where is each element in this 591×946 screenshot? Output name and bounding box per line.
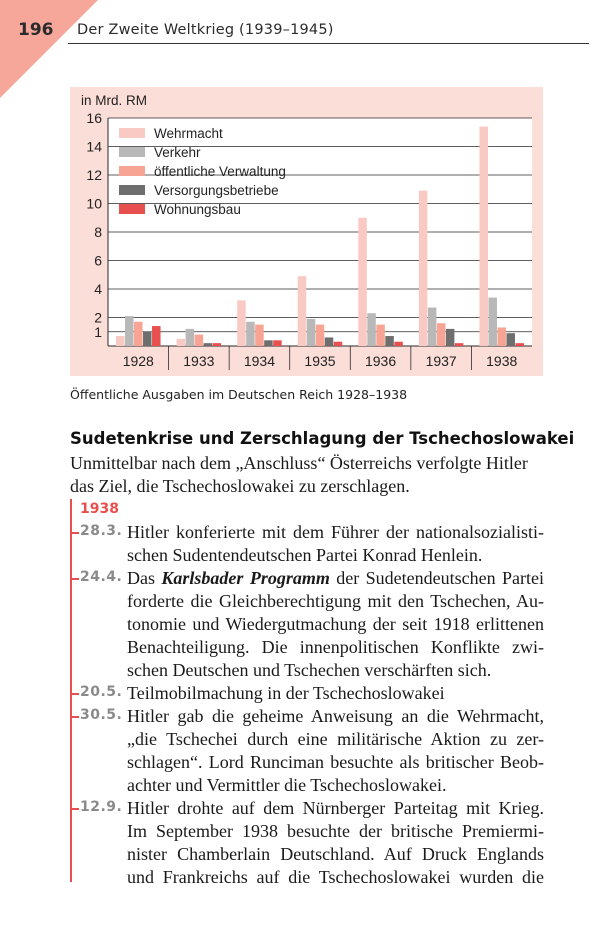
entry-line: Hitler drohte auf dem Nürnberger Parteitag mit Krieg. [127,798,544,818]
bar [273,340,282,346]
bar [246,322,255,346]
bar [213,343,222,346]
karlsbader-programm-term: Karlsbader Programm [161,568,330,588]
x-tick-label: 1933 [183,353,215,369]
timeline-year: 1938 [80,501,119,517]
bar [367,313,376,346]
bar [376,325,385,346]
entry-text [127,521,544,567]
entry-line-post: der Sudetendeutschen Partei [329,568,544,588]
legend-label: Wohnungsbau [154,202,241,217]
entry-line: Benachteiligung. Die innenpolitischen Konflikte zwi- [127,637,544,657]
legend-label: öffentliche Verwaltung [154,164,286,179]
chart-caption: Öffentliche Ausgaben im Deutschen Reich 1928–1938 [70,387,408,402]
running-title: Der Zweite Weltkrieg (1939–1945) [77,22,334,38]
bar [255,325,264,346]
x-tick-label: 1934 [243,353,276,369]
entry-line: Hitler konferierte mit dem Führer der nationalsozialisti- [127,522,544,542]
bar [116,336,125,346]
entry-line: Im September 1938 besuchte der britische Premiermi- [127,821,544,841]
entry-line: schen Sudentendeutschen Partei Konrad Henlein. [127,545,483,565]
timeline-tick [72,578,79,580]
y-tick-label: 10 [86,195,102,212]
legend-swatch [119,204,145,214]
bar [177,339,186,346]
y-tick-label: 6 [94,252,102,269]
timeline-tick [72,532,79,534]
bar [394,342,403,346]
x-tick-label: 1937 [425,353,457,369]
spending-chart [70,87,543,376]
y-tick-label: 16 [86,110,102,126]
intro-line: Unmittelbar nach dem „Anschluss“ Österreichs verfolgte Hitler [70,453,528,473]
y-tick-label: 14 [86,138,102,155]
legend-swatch [119,128,145,138]
intro-line: das Ziel, die Tschechoslowakei zu zerschlagen. [70,476,410,496]
entry-line: „die Tschechei durch eine militärische Aktion zu zer- [127,729,544,749]
bar [298,276,307,346]
entry-line: achter und Vermittler die Tschechoslowakei. [127,775,447,795]
section-title: Sudetenkrise und Zerschlagung der Tschechoslowakei [70,429,575,448]
page-number: 196 [18,20,54,40]
bar [264,340,273,346]
entry-date: 20.5. [80,684,123,700]
entry-text [127,705,544,797]
bar [237,300,246,346]
entry-line: und Frankreichs auf die Tschechoslowakei wurden die [127,867,544,887]
entry-line-first [127,567,544,590]
page-corner-decoration [0,0,98,98]
entry-text [127,567,544,682]
bar [307,319,316,346]
bar [152,326,161,346]
entry-line-pre: Das [127,568,162,588]
legend-swatch [119,185,145,195]
x-tick-label: 1928 [122,353,154,369]
entry-line: schlagen“. Lord Runciman besuchte als britischer Beob- [127,752,544,772]
bar [428,308,437,346]
y-tick-label: 8 [94,224,102,240]
bar [186,329,195,346]
y-tick-label: 1 [94,323,102,340]
bar [515,343,524,346]
entry-line: Teilmobilmachung in der Tschechoslowakei [127,683,445,703]
bar [325,337,334,346]
section-intro [70,452,550,498]
y-tick-label: 4 [94,281,102,297]
bar [419,191,428,346]
chart-canvas [70,87,543,376]
entry-line: Hitler gab die geheime Anweisung an die Wehrmacht, [127,706,544,726]
entry-line: schen Deutschen und Tschechen verschärften sich. [127,660,492,680]
entry-date: 12.9. [80,799,123,815]
legend-label: Wehrmacht [154,126,223,141]
bar [446,329,455,346]
bar [316,325,325,346]
timeline-tick [72,808,79,810]
bar [479,127,488,346]
bar [385,336,394,346]
x-tick-label: 1936 [364,353,397,369]
bar [497,327,506,346]
bar [455,343,464,346]
legend-swatch [119,166,145,176]
bar [334,342,343,346]
entry-date: 28.3. [80,523,123,539]
bar [488,298,497,346]
entry-line: forderte die Gleichberechtigung mit den Tschechen, Au- [127,591,544,611]
entry-date: 24.4. [80,569,123,585]
timeline-bar [70,499,72,882]
chart-unit-label: in Mrd. RM [81,93,148,108]
entry-text [127,682,544,705]
timeline-tick [72,693,79,695]
entry-line: nister Chamberlain Deutschland. Auf Druck Englands [127,844,544,864]
x-tick-label: 1935 [304,353,336,369]
bar [195,335,204,346]
bar [204,343,213,346]
bar [134,322,143,346]
bar [143,332,152,346]
timeline-tick [72,716,79,718]
legend-label: Versorgungsbetriebe [154,183,279,198]
entry-date: 30.5. [80,707,123,723]
header-rule [68,43,589,44]
x-tick-label: 1938 [486,353,518,369]
y-tick-label: 2 [94,309,102,326]
entry-text [127,797,544,889]
bar [437,323,446,346]
bar [125,316,133,346]
bar [506,333,515,346]
legend-label: Verkehr [154,145,201,160]
bar [358,218,367,346]
entry-line: tonomie und Wiedergutmachung der seit 1918 erlittenen [127,614,544,634]
legend-swatch [119,147,145,157]
y-tick-label: 12 [86,167,102,183]
